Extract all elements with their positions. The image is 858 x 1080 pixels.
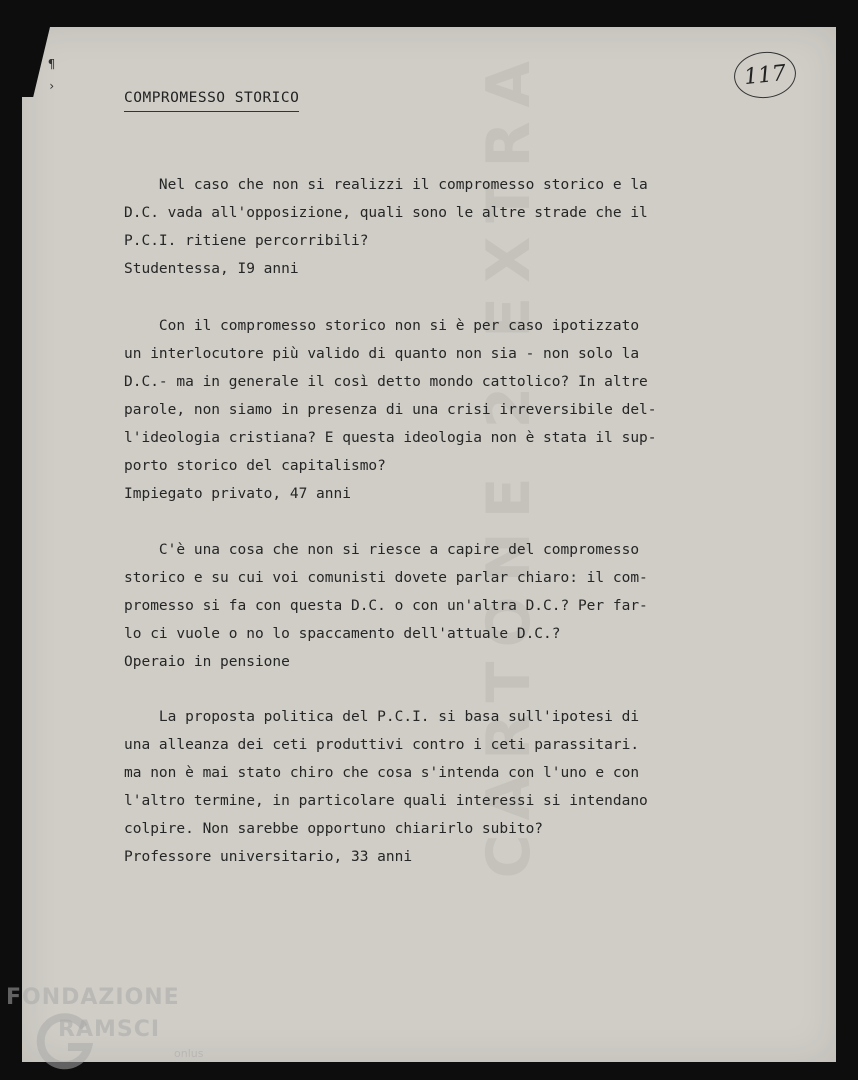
entry-line: un interlocutore più valido di quanto non sia - non solo la [124,346,640,362]
entry-line: D.C.- ma in generale il così detto mondo cattolico? In altre [124,374,648,390]
question-entry [124,703,724,871]
question-entry [124,312,724,508]
entry-author: Professore universitario, 33 anni [124,849,413,865]
logo-line-3: onlus [174,1047,204,1060]
entry-line: l'altro termine, in particolare quali interessi si intendano [124,793,648,809]
entry-line: Nel caso che non si realizzi il compromesso storico e la [124,177,648,193]
entry-line: promesso si fa con questa D.C. o con un'altra D.C.? Per far- [124,598,648,614]
logo-line-2: RAMSCI [58,1017,161,1042]
entry-line: C'è una cosa che non si riesce a capire del compromesso [124,542,640,558]
page-number: 117 [742,60,788,90]
entry-line: lo ci vuole o no lo spaccamento dell'attuale D.C.? [124,626,561,642]
entry-author: Operaio in pensione [124,654,290,670]
margin-marks [48,53,58,97]
document-page [22,27,836,1062]
margin-mark: › [48,79,56,93]
entry-author: Studentessa, I9 anni [124,261,299,277]
entry-line: colpire. Non sarebbe opportuno chiarirlo subito? [124,821,544,837]
entry-author: Impiegato privato, 47 anni [124,486,351,502]
question-entry [124,536,724,676]
torn-corner [22,27,50,97]
entry-line: ma non è mai stato chiro che cosa s'intenda con l'uno e con [124,765,640,781]
entry-line: La proposta politica del P.C.I. si basa sull'ipotesi di [124,709,640,725]
entry-line: Con il compromesso storico non si è per caso ipotizzato [124,318,640,334]
logo-line-1: FONDAZIONE [6,985,180,1010]
entry-line: storico e su cui voi comunisti dovete parlar chiaro: il com- [124,570,648,586]
entry-line: l'ideologia cristiana? E questa ideologia non è stata il sup- [124,430,657,446]
fondazione-gramsci-logo [6,985,216,1075]
page-number-stamp [732,49,798,101]
entry-line: D.C. vada all'opposizione, quali sono le altre strade che il [124,205,648,221]
entry-line: P.C.I. ritiene percorribili? [124,233,369,249]
entry-line: porto storico del capitalismo? [124,458,386,474]
entry-line: parole, non siamo in presenza di una crisi irreversibile del- [124,402,657,418]
entry-line: una alleanza dei ceti produttivi contro i ceti parassitari. [124,737,640,753]
question-entry [124,171,724,283]
watermark-text: CARTONE 2 EXTRA [474,47,544,879]
page-title: COMPROMESSO STORICO [124,90,299,112]
margin-mark: ¶ [48,57,56,71]
